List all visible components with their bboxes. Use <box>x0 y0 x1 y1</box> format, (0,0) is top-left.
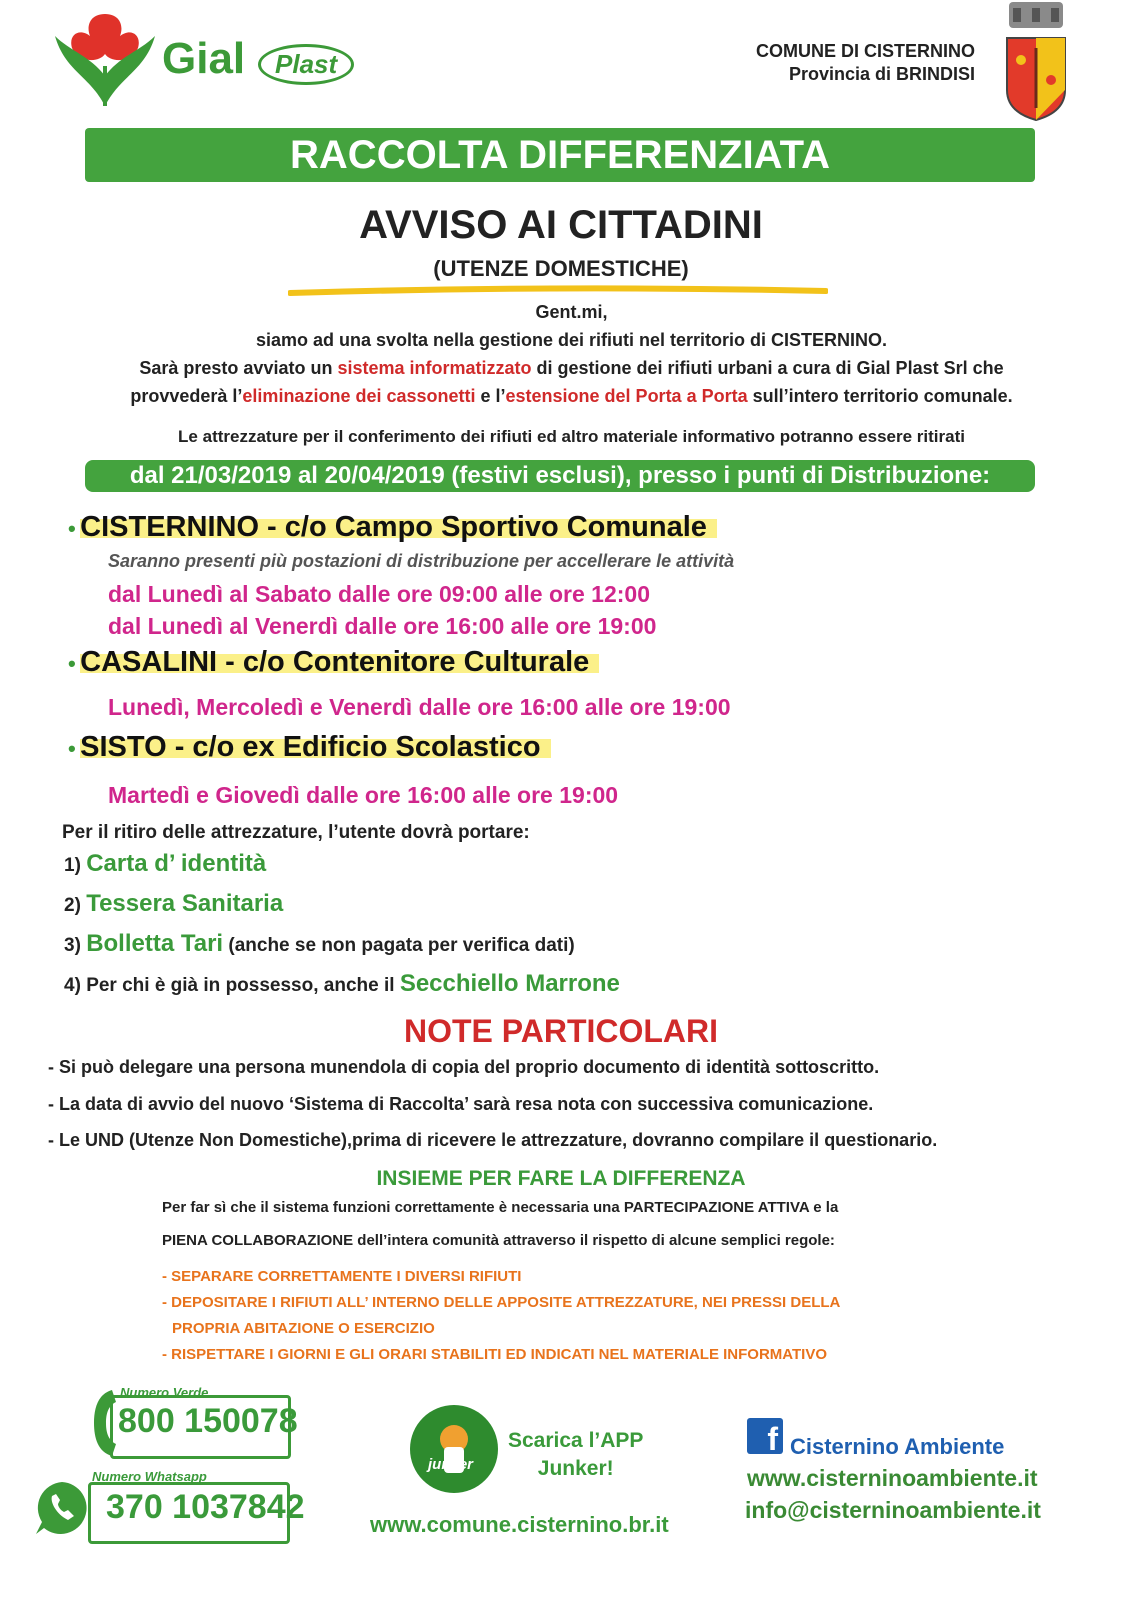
app-cta-line2: Junker! <box>537 1457 614 1480</box>
insieme-line2: PIENA COLLABORAZIONE dell’intera comunità attraverso il rispetto di alcune semplici regole: <box>162 1232 835 1249</box>
item-prefix: Per chi è già in possesso, anche il <box>86 975 400 996</box>
comune-website-link[interactable]: www.comune.cisternino.br.it <box>370 1512 669 1537</box>
item-number: 3) <box>64 935 81 956</box>
location-hours: dal Lunedì al Sabato dalle ore 09:00 alle ore 12:00 <box>108 581 650 607</box>
intro-greeting: Gent.mi, <box>535 302 608 322</box>
location-sisto <box>68 731 551 764</box>
location-hours: Lunedì, Mercoledì e Venerdì dalle ore 16:00 alle ore 19:00 <box>108 694 731 720</box>
item-label: Carta d’ identità <box>86 850 267 877</box>
insieme-line1: Per far sì che il sistema funzioni correttamente è necessaria una PARTECIPAZIONE ATTIVA e la <box>162 1199 839 1216</box>
app-cta-line1: Scarica l’APP <box>508 1429 644 1452</box>
intro-line1: siamo ad una svolta nella gestione dei rifiuti nel territorio di CISTERNINO. <box>255 330 888 350</box>
location-name: SISTO - c/o ex Edificio Scolastico <box>80 731 550 763</box>
whatsapp-label: Numero Whatsapp <box>92 1469 207 1484</box>
intro-line2 <box>10 354 1133 382</box>
item-number: 2) <box>64 895 81 916</box>
requirement-item <box>64 930 575 958</box>
rule-item: - RISPETTARE I GIORNI E GLI ORARI STABILITI ED INDICATI NEL MATERIALE INFORMATIVO <box>162 1346 827 1363</box>
gialplast-logo <box>50 6 360 111</box>
logo-sub: Plast <box>258 44 354 85</box>
yellow-underline <box>288 283 828 299</box>
ambiente-website-link[interactable]: www.cisterninoambiente.it <box>747 1465 1038 1491</box>
notes-title: NOTE PARTICOLARI <box>403 1013 719 1049</box>
requirement-item <box>64 970 620 998</box>
note-item: - Le UND (Utenze Non Domestiche),prima di ricevere le attrezzature, dovranno compilare il questionario. <box>48 1130 938 1150</box>
app-cta[interactable] <box>508 1427 643 1483</box>
flower-icon <box>50 6 160 111</box>
whatsapp-number[interactable]: 370 1037842 <box>106 1488 305 1526</box>
logo-name: Gial <box>162 34 246 83</box>
intro-line2-a: Sarà presto avviato un <box>139 358 338 378</box>
coat-of-arms-icon <box>1003 0 1069 122</box>
numero-verde-label: Numero Verde <box>120 1385 209 1400</box>
item-label: Bolletta Tari <box>86 930 224 957</box>
insieme-title: INSIEME PER FARE LA DIFFERENZA <box>376 1167 746 1190</box>
intro-line2-highlight: sistema informatizzato <box>337 358 532 378</box>
bullet-icon: • <box>68 516 76 541</box>
junker-logo-text: junker <box>428 1456 474 1473</box>
distribution-intro: Le attrezzature per il conferimento dei rifiuti ed altro materiale informativo potranno essere ritirati <box>178 427 965 446</box>
intro-text <box>10 298 1133 410</box>
ambiente-email-link[interactable]: info@cisterninoambiente.it <box>745 1497 1041 1523</box>
rules-list <box>162 1264 840 1368</box>
facebook-icon: f <box>747 1418 783 1454</box>
item-number: 1) <box>64 855 81 876</box>
location-name: CASALINI - c/o Contenitore Culturale <box>80 646 599 678</box>
comune-provincia: Provincia di BRINDISI <box>788 64 975 84</box>
numero-verde-number[interactable]: 800 150078 <box>118 1402 298 1440</box>
intro-line3-highlight2: estensione del Porta a Porta <box>505 386 748 406</box>
location-cisternino <box>68 511 717 544</box>
bullet-icon: • <box>68 736 76 761</box>
requirements-intro: Per il ritiro delle attrezzature, l’utente dovrà portare: <box>62 822 530 843</box>
distribution-period: dal 21/03/2019 al 20/04/2019 (festivi esclusi), presso i punti di Distribuzione: <box>85 460 1035 492</box>
item-label: Secchiello Marrone <box>399 970 620 997</box>
banner-raccolta: RACCOLTA DIFFERENZIATA <box>85 128 1035 182</box>
comune-name: COMUNE DI CISTERNINO <box>755 41 975 61</box>
location-hours: Martedì e Giovedì dalle ore 16:00 alle ore 19:00 <box>108 782 619 808</box>
item-extra: (anche se non pagata per verifica dati) <box>223 935 575 956</box>
item-number: 4) <box>64 975 81 996</box>
rule-item: PROPRIA ABITAZIONE O ESERCIZIO <box>172 1320 435 1337</box>
facebook-page-link[interactable]: Cisternino Ambiente <box>790 1434 1005 1459</box>
rule-item: - SEPARARE CORRETTAMENTE I DIVERSI RIFIUTI <box>162 1268 522 1285</box>
location-name: CISTERNINO - c/o Campo Sportivo Comunale <box>80 511 717 543</box>
intro-line3-highlight1: eliminazione dei cassonetti <box>242 386 476 406</box>
comune-block <box>645 40 975 86</box>
page-title: AVVISO AI CITTADINI <box>359 203 763 247</box>
junker-app-icon <box>408 1403 500 1495</box>
location-note: Saranno presenti più postazioni di distribuzione per accellerare le attività <box>108 551 735 571</box>
note-item: - La data di avvio del nuovo ‘Sistema di Raccolta’ sarà resa nota con successiva comunicazione. <box>48 1094 874 1114</box>
intro-line3 <box>10 382 1133 410</box>
page-subtitle: (UTENZE DOMESTICHE) <box>433 256 689 281</box>
requirement-item <box>64 850 266 878</box>
item-label: Tessera Sanitaria <box>86 890 284 917</box>
intro-line2-c: di gestione dei rifiuti urbani a cura di Gial Plast Srl che <box>531 358 1004 378</box>
intro-line3-a: provvederà l’ <box>130 386 243 406</box>
intro-line3-c: e l’ <box>475 386 506 406</box>
location-hours: dal Lunedì al Venerdì dalle ore 16:00 alle ore 19:00 <box>108 613 657 639</box>
intro-line3-e: sull’intero territorio comunale. <box>747 386 1013 406</box>
location-casalini <box>68 646 599 679</box>
rule-item: - DEPOSITARE I RIFIUTI ALL’ INTERNO DELLE APPOSITE ATTREZZATURE, NEI PRESSI DELLA <box>162 1294 841 1311</box>
note-item: - Si può delegare una persona munendola di copia del proprio documento di identità sottoscritto. <box>48 1057 880 1077</box>
bullet-icon: • <box>68 651 76 676</box>
requirement-item <box>64 890 283 918</box>
whatsapp-icon <box>32 1478 92 1538</box>
